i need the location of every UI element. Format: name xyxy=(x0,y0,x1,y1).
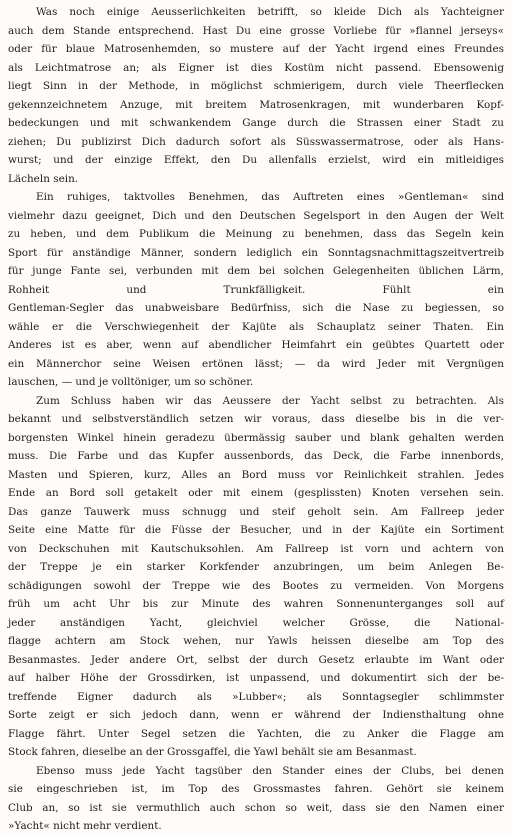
text-line: Besanmastes. Jeder andere Ort, selbst der durch Gesetz erlaubte im Want oder xyxy=(8,653,504,666)
text-line: von Deckschuhen mit Kautschuksohlen. Am Fallreep ist vorn und achtern von xyxy=(8,542,504,555)
text-line: Anderes ist es aber, wenn auf abendlicher Heimfahrt ein geübtes Quartett oder xyxy=(8,339,504,351)
text-line: Ebenso muss jede Yacht tagsüber den Stander eines der Clubs, bei denen xyxy=(36,764,504,777)
text-line: Stock fahren, dieselbe an der Grossgaffel, die Yawl behält sie am Besanmast. xyxy=(8,746,417,758)
text-line: treffende Eigner dadurch als »Lubber«; als Sonntagsegler schlimmster xyxy=(8,690,504,703)
text-line: Ende an Bord soll getakelt oder mit einem (gesplissten) Knoten versehen sein. xyxy=(8,487,504,499)
text-line: gekennzeichnetem Anzuge, mit breitem Matrosenkragen, mit wunderbaren Kopf- xyxy=(8,98,504,111)
text-line: bedeckungen und mit schwankendem Gange durch die Strassen einer Stadt zu xyxy=(8,117,504,129)
text-line: flagge achtern am Stock wehen, nur Yawls heissen dieselbe am Top des xyxy=(8,635,504,647)
text-line: muss. Die Farbe und das Kupfer aussenbords, das Deck, die Farbe innenbords, xyxy=(8,450,504,462)
text-line: Rohheit und Trunkfälligkeit. Fühlt ein xyxy=(8,283,504,296)
text-line: »Yacht« nicht mehr verdient. xyxy=(8,820,162,832)
text-line: vielmehr dazu geeignet, Dich und den Deutschen Segelsport in den Augen der Welt xyxy=(8,209,504,222)
text-line: zu heben, und dem Publikum die Meinung zu benehmen, dass das Segeln kein xyxy=(8,228,504,240)
text-line: Seite eine Matte für die Füsse der Besucher, und in der Kajüte ein Sortiment xyxy=(8,524,504,536)
text-line: Was noch einige Aeusserlichkeiten betrifft, so kleide Dich als Yachteigner xyxy=(36,6,504,18)
text-line: auch dem Stande entsprechend. Hast Du eine grosse Vorliebe für »flannel jerseys« xyxy=(8,24,504,37)
text-line: Sorte zeigt er sich jedoch dann, wenn er während der Indiensthaltung ohne xyxy=(8,709,504,721)
text-line: sie eingeschrieben ist, im Top des Grossmastes fahren. Gehört sie keinem xyxy=(8,783,504,795)
text-line: lauschen, — und je volltöniger, um so schöner. xyxy=(8,376,254,388)
text-line: Gentleman-Segler das unabweisbare Bedürfniss, sich die Nase zu begiessen, so xyxy=(8,302,504,314)
text-line: liegt Sinn in der Methode, in möglichst schmierigem, durch viele Theerflecken xyxy=(8,80,504,92)
text-line: für junge Fante sei, verbunden mit dem bei solchen Gelegenheiten üblichen Lärm, xyxy=(8,265,504,277)
paragraph xyxy=(8,3,504,188)
text-line: oder für blaue Matrosenhemden, so mustere auf der Yacht irgend eines Freundes xyxy=(8,43,504,55)
text-line: Sport für anständige Männer, sondern lediglich ein Sonntagsnachmittagszeitvertreib xyxy=(8,246,504,259)
paragraph xyxy=(8,392,504,762)
text-line: als Leichtmatrose an; als Eigner ist dies Kostüm nicht passend. Ebensowenig xyxy=(8,61,504,74)
text-line: wurst; und der einzige Effekt, den Du allenfalls erzielst, wird ein mitleidiges xyxy=(8,154,504,166)
paragraph xyxy=(8,762,504,836)
text-line: bekannt und selbstverständlich setzen wir voraus, dass dieselbe bis in die ver- xyxy=(8,413,504,425)
text-line: früh um acht Uhr bis zur Minute des wahren Sonnenunterganges soll auf xyxy=(8,598,504,610)
text-line: schädigungen sowohl der Treppe wie des Bootes zu vermeiden. Von Morgens xyxy=(8,579,504,592)
text-line: auf halber Höhe der Grossdirken, ist unpassend, und dokumentirt sich der be- xyxy=(8,672,504,684)
text-line: wähle er die Verschwiegenheit der Kajüte als Schauplatz seiner Thaten. Ein xyxy=(8,320,504,333)
text-line: Zum Schluss haben wir das Aeussere der Yacht selbst zu betrachten. Als xyxy=(36,394,504,407)
text-line: der Treppe je ein starker Korkfender anzubringen, um beim Anlegen Be- xyxy=(8,561,504,573)
text-line: Masten und Spieren, kurz, Alles an Bord muss vor Reinlichkeit strahlen. Jedes xyxy=(8,468,504,481)
body-text xyxy=(8,3,504,836)
text-line: borgensten Winkel hinein geradezu übermässig sauber und blank gehalten werden xyxy=(8,431,504,444)
text-line: Club an, so ist sie vermuthlich auch schon so weit, dass sie den Namen einer xyxy=(8,801,504,814)
text-line: Ein ruhiges, taktvolles Benehmen, das Auftreten eines »Gentleman« sind xyxy=(36,191,504,203)
text-line: ein Männerchor seine Weisen ertönen lässt; — da wird Jeder mit Vergnügen xyxy=(8,357,504,370)
text-line: ziehen; Du publizirst Dich dadurch sofort als Süsswassermatrose, oder als Hans- xyxy=(8,135,504,148)
text-line: jeder anständigen Yacht, gleichviel welcher Grösse, die National- xyxy=(8,616,504,629)
paragraph xyxy=(8,188,504,392)
text-line: Das ganze Tauwerk muss schnugg und steif geholt sein. Am Fallreep jeder xyxy=(8,505,504,518)
text-line: Lächeln sein. xyxy=(8,172,79,185)
text-line: Flagge fährt. Unter Segel setzen die Yachten, die zu Anker die Flagge am xyxy=(8,727,504,740)
